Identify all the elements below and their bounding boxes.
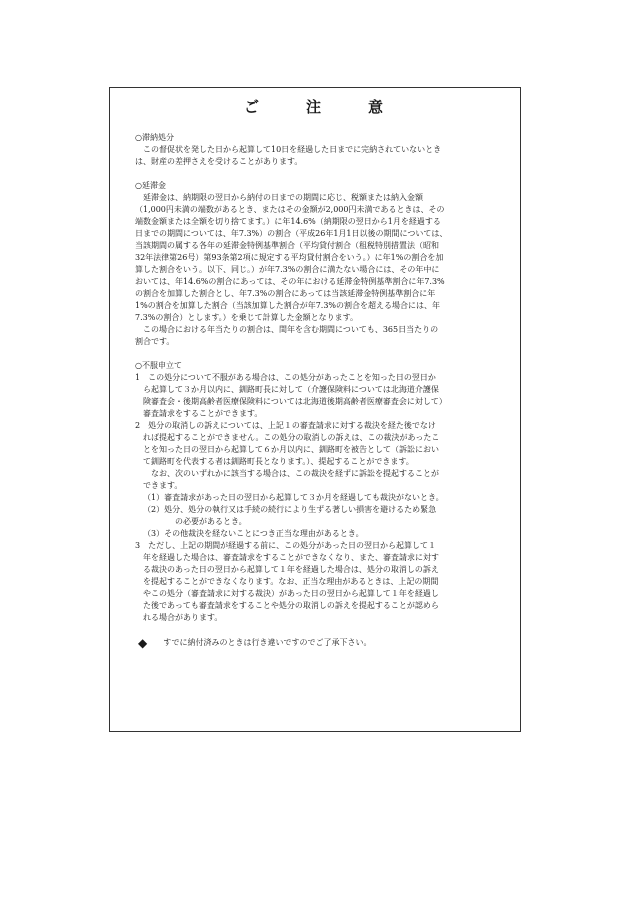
paragraph-line: た後であっても審査請求をすることや処分の取消しの訴えを提起することが認めら — [143, 601, 439, 610]
paragraph-line: 32年法律第26号）第93条第2項に規定する平均貸付割合をいう。）に年1%の割合を加 — [135, 253, 444, 262]
diamond-bullet-icon: ◆ — [138, 636, 148, 650]
paragraph-line: なお、次のいずれかに該当する場合は、この裁決を経ずに訴訟を提起することが — [151, 469, 439, 478]
paragraph-line: て釧路町を代表する者は釧路町長となります。）、提起することができます。 — [143, 457, 414, 466]
paragraph-line: やこの処分（審査請求に対する裁決）があった日の翌日から起算して１年を経過し — [143, 589, 439, 598]
paragraph-line: 険審査会・後期高齢者医療保険料については北海道後期高齢者医療審査会に対して） — [143, 397, 447, 406]
paragraph-line: この督促状を発した日から起算して10日を経過した日までに完納されていないとき — [143, 145, 442, 154]
notice-box — [109, 87, 521, 732]
paragraph-line: れる場合があります。 — [143, 613, 223, 622]
list-item: （2）処分、処分の執行又は手続の続行により生ずる著しい損害を避けるため緊急 — [143, 505, 437, 514]
section-late-fee — [135, 180, 508, 348]
paragraph-line: ら起算して３か月以内に、釧路町長に対して（介護保険料については北海道介護保 — [143, 385, 439, 394]
paragraph-line: る裁決のあった日の翌日から起算して１年を経過した場合は、処分の取消しの訴え — [143, 565, 439, 574]
paragraph-line: できます。 — [143, 481, 183, 490]
section-delinquency — [135, 132, 508, 168]
section-heading-late-fee: ○延滞金 — [135, 181, 166, 190]
paragraph-line: 2 処分の取消しの訴えについては、上記１の審査請求に対する裁決を経た後でなけ — [135, 421, 436, 430]
paragraph-line: おいては、年14.6%の割合にあっては、その年における延滞金特例基準割合に年7.3% — [135, 277, 445, 286]
paragraph-line: 当該期間の属する各年の延滞金特例基準割合（平均貸付割合（租税特別措置法（昭和 — [135, 241, 439, 250]
paragraph-line: この場合における年当たりの割合は、閏年を含む期間についても、365日当たりの — [143, 325, 439, 334]
paragraph-line: 算した割合をいう。以下、同じ。）が年7.3%の割合に満たない場合には、その年中に — [135, 265, 440, 274]
paragraph-line: 延滞金は、納期限の翌日から納付の日までの期間に応じ、税額または納入金額 — [143, 193, 423, 202]
paragraph-line: を提起することができなくなります。なお、正当な理由があるときは、上記の期間 — [143, 577, 439, 586]
paragraph-line: 3 ただし、上記の期間が経過する前に、この処分があった日の翌日から起算して１ — [135, 541, 437, 550]
final-note — [135, 636, 508, 650]
paragraph-line: 日までの期間については、年7.3%）の割合（平成26年1月1日以後の期間については、 — [135, 229, 448, 238]
paragraph-line: は、財産の差押さえを受けることがあります。 — [135, 157, 303, 166]
paragraph-line: の割合を加算した割合とし、年7.3%の割合にあっては当該延滞金特例基準割合に年 — [135, 289, 436, 298]
section-appeal — [135, 360, 508, 624]
paragraph-line: 割合です。 — [135, 337, 175, 346]
paragraph-line: れば提起することができません。この処分の取消しの訴えは、この裁決があったこ — [143, 433, 440, 442]
section-heading-appeal: ○不服申立て — [135, 361, 182, 370]
paragraph-line: の必要があるとき。 — [175, 517, 247, 526]
section-heading-delinquency: ○滞納処分 — [135, 133, 174, 142]
page-title: ご 注 意 — [243, 98, 399, 116]
paragraph-line: 7.3%の割合）とします。）を乗じて計算した金額となります。 — [135, 313, 359, 322]
paragraph-line: 年を経過した場合は、審査請求をすることができなくなり、また、審査請求に対す — [143, 553, 439, 562]
final-note-text: すでに納付済みのときは行き違いですのでご了承下さい。 — [163, 638, 372, 647]
list-item: （3）その他裁決を経ないことにつき正当な理由があるとき。 — [143, 529, 364, 538]
paragraph-line: 1%の割合を加算した割合（当該加算した割合が年7.3%の割合を超える場合には、年 — [135, 301, 441, 310]
paragraph-line: 1 この処分について不服がある場合は、この処分があったことを知った日の翌日か — [135, 373, 436, 382]
paragraph-line: （1,000円未満の端数があるとき、またはその金額が2,000円未満であるときは、その — [135, 205, 445, 214]
paragraph-line: とを知った日の翌日から起算して６か月以内に、釧路町を被告として（訴訟におい — [143, 445, 439, 454]
paragraph-line: 審査請求をすることができます。 — [143, 409, 263, 418]
paragraph-line: 端数金額または全額を切り捨てます。）に年14.6%（納期限の翌日から1月を経過する — [135, 217, 441, 226]
list-item: （1）審査請求があった日の翌日から起算して３か月を経過しても裁決がないとき。 — [143, 493, 444, 502]
